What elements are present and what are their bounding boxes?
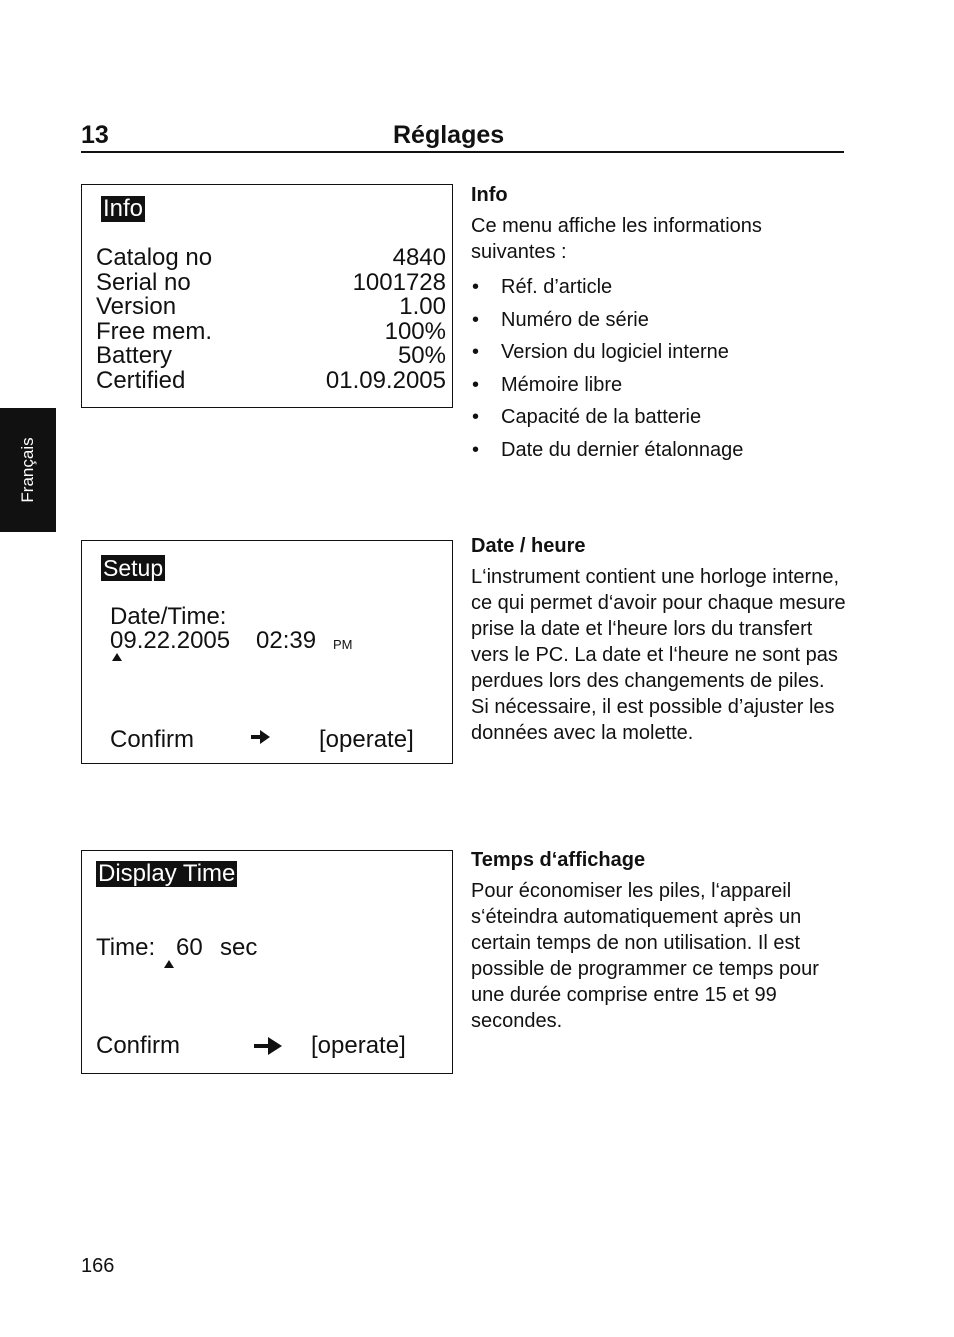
date-time-description-title: Date / heure: [471, 535, 586, 557]
date-time-description: [471, 534, 846, 746]
info-description-intro: Ce menu affiche les informations suivantes :: [471, 215, 762, 263]
info-row-value: 4840: [392, 244, 446, 271]
setup-date-value: 09.22.2005: [110, 627, 231, 654]
info-row-label: Serial no: [96, 269, 191, 296]
info-description-title: Info: [471, 184, 508, 206]
info-screen-title: Info: [103, 195, 144, 222]
setup-screen: [81, 540, 453, 764]
list-item: • Réf. d’article: [471, 271, 846, 304]
info-row-label: Version: [96, 293, 177, 320]
display-time-description-text: Pour économiser les piles, l‘appareil s‘éteindra automatiquement après un certain temps de non utilisation. Il est possible de programmer ce temps pour une durée comprise entre 15 et 99 secondes.: [471, 880, 819, 1032]
list-item: • Numéro de série: [471, 304, 846, 337]
right-arrow-icon: [249, 727, 273, 747]
info-description: [471, 183, 846, 466]
cursor-caret-icon: [112, 653, 122, 661]
chapter-title: Réglages: [393, 121, 505, 149]
language-tab-label: Français: [18, 437, 37, 503]
display-time-screen-title: Display Time: [98, 860, 236, 887]
list-item: • Mémoire libre: [471, 369, 846, 402]
display-operate-label: [operate]: [311, 1032, 406, 1059]
date-time-description-text: L‘instrument contient une horloge interne, ce qui permet d‘avoir pour chaque mesure prise la date et l‘heure lors du transfert vers le PC. La date et l‘heure ne sont pas perdues lors des changements de piles. Si nécessaire, il est possible d’ajuster les données avec la molette.: [471, 566, 846, 744]
info-row-value: 1001728: [352, 269, 446, 296]
display-time-unit: sec: [220, 934, 258, 961]
setup-screen-title: Setup: [103, 555, 164, 581]
info-row: [96, 246, 446, 271]
setup-ampm-indicator: PM: [333, 637, 353, 652]
setup-date-time-label: Date/Time:: [110, 603, 227, 630]
info-row-value: 50%: [397, 342, 446, 369]
info-screen: [81, 184, 453, 408]
info-row-label: Free mem.: [96, 318, 213, 345]
info-row: [96, 320, 446, 345]
cursor-caret-icon: [164, 960, 174, 968]
info-row-label: Certified: [96, 367, 186, 394]
display-time-description: [471, 848, 846, 1034]
display-confirm-label: Confirm: [96, 1032, 181, 1059]
page-number: 166: [81, 1255, 115, 1277]
info-row-value: 01.09.2005: [325, 367, 446, 394]
info-description-list: [471, 271, 846, 466]
info-row: [96, 271, 446, 296]
setup-operate-label: [operate]: [319, 726, 414, 753]
chapter-number: 13: [81, 121, 109, 149]
info-row-label: Battery: [96, 342, 173, 369]
info-row: [96, 344, 446, 369]
list-item: • Date du dernier étalonnage: [471, 434, 846, 467]
header-rule: [81, 151, 844, 153]
display-time-description-title: Temps d‘affichage: [471, 849, 646, 871]
info-row-label: Catalog no: [96, 244, 213, 271]
info-row: [96, 369, 446, 394]
list-item: • Capacité de la batterie: [471, 401, 846, 434]
info-row: [96, 295, 446, 320]
info-row-value: 1.00: [399, 293, 446, 320]
language-tab: [0, 408, 56, 532]
setup-time-value: 02:39: [256, 627, 317, 654]
display-time-label: Time:: [96, 934, 156, 961]
list-item: • Version du logiciel interne: [471, 336, 846, 369]
setup-confirm-label: Confirm: [110, 726, 195, 753]
right-arrow-icon: [252, 1035, 284, 1057]
display-time-screen: [81, 850, 453, 1074]
info-row-value: 100%: [384, 318, 446, 345]
display-time-value: 60: [176, 934, 203, 961]
